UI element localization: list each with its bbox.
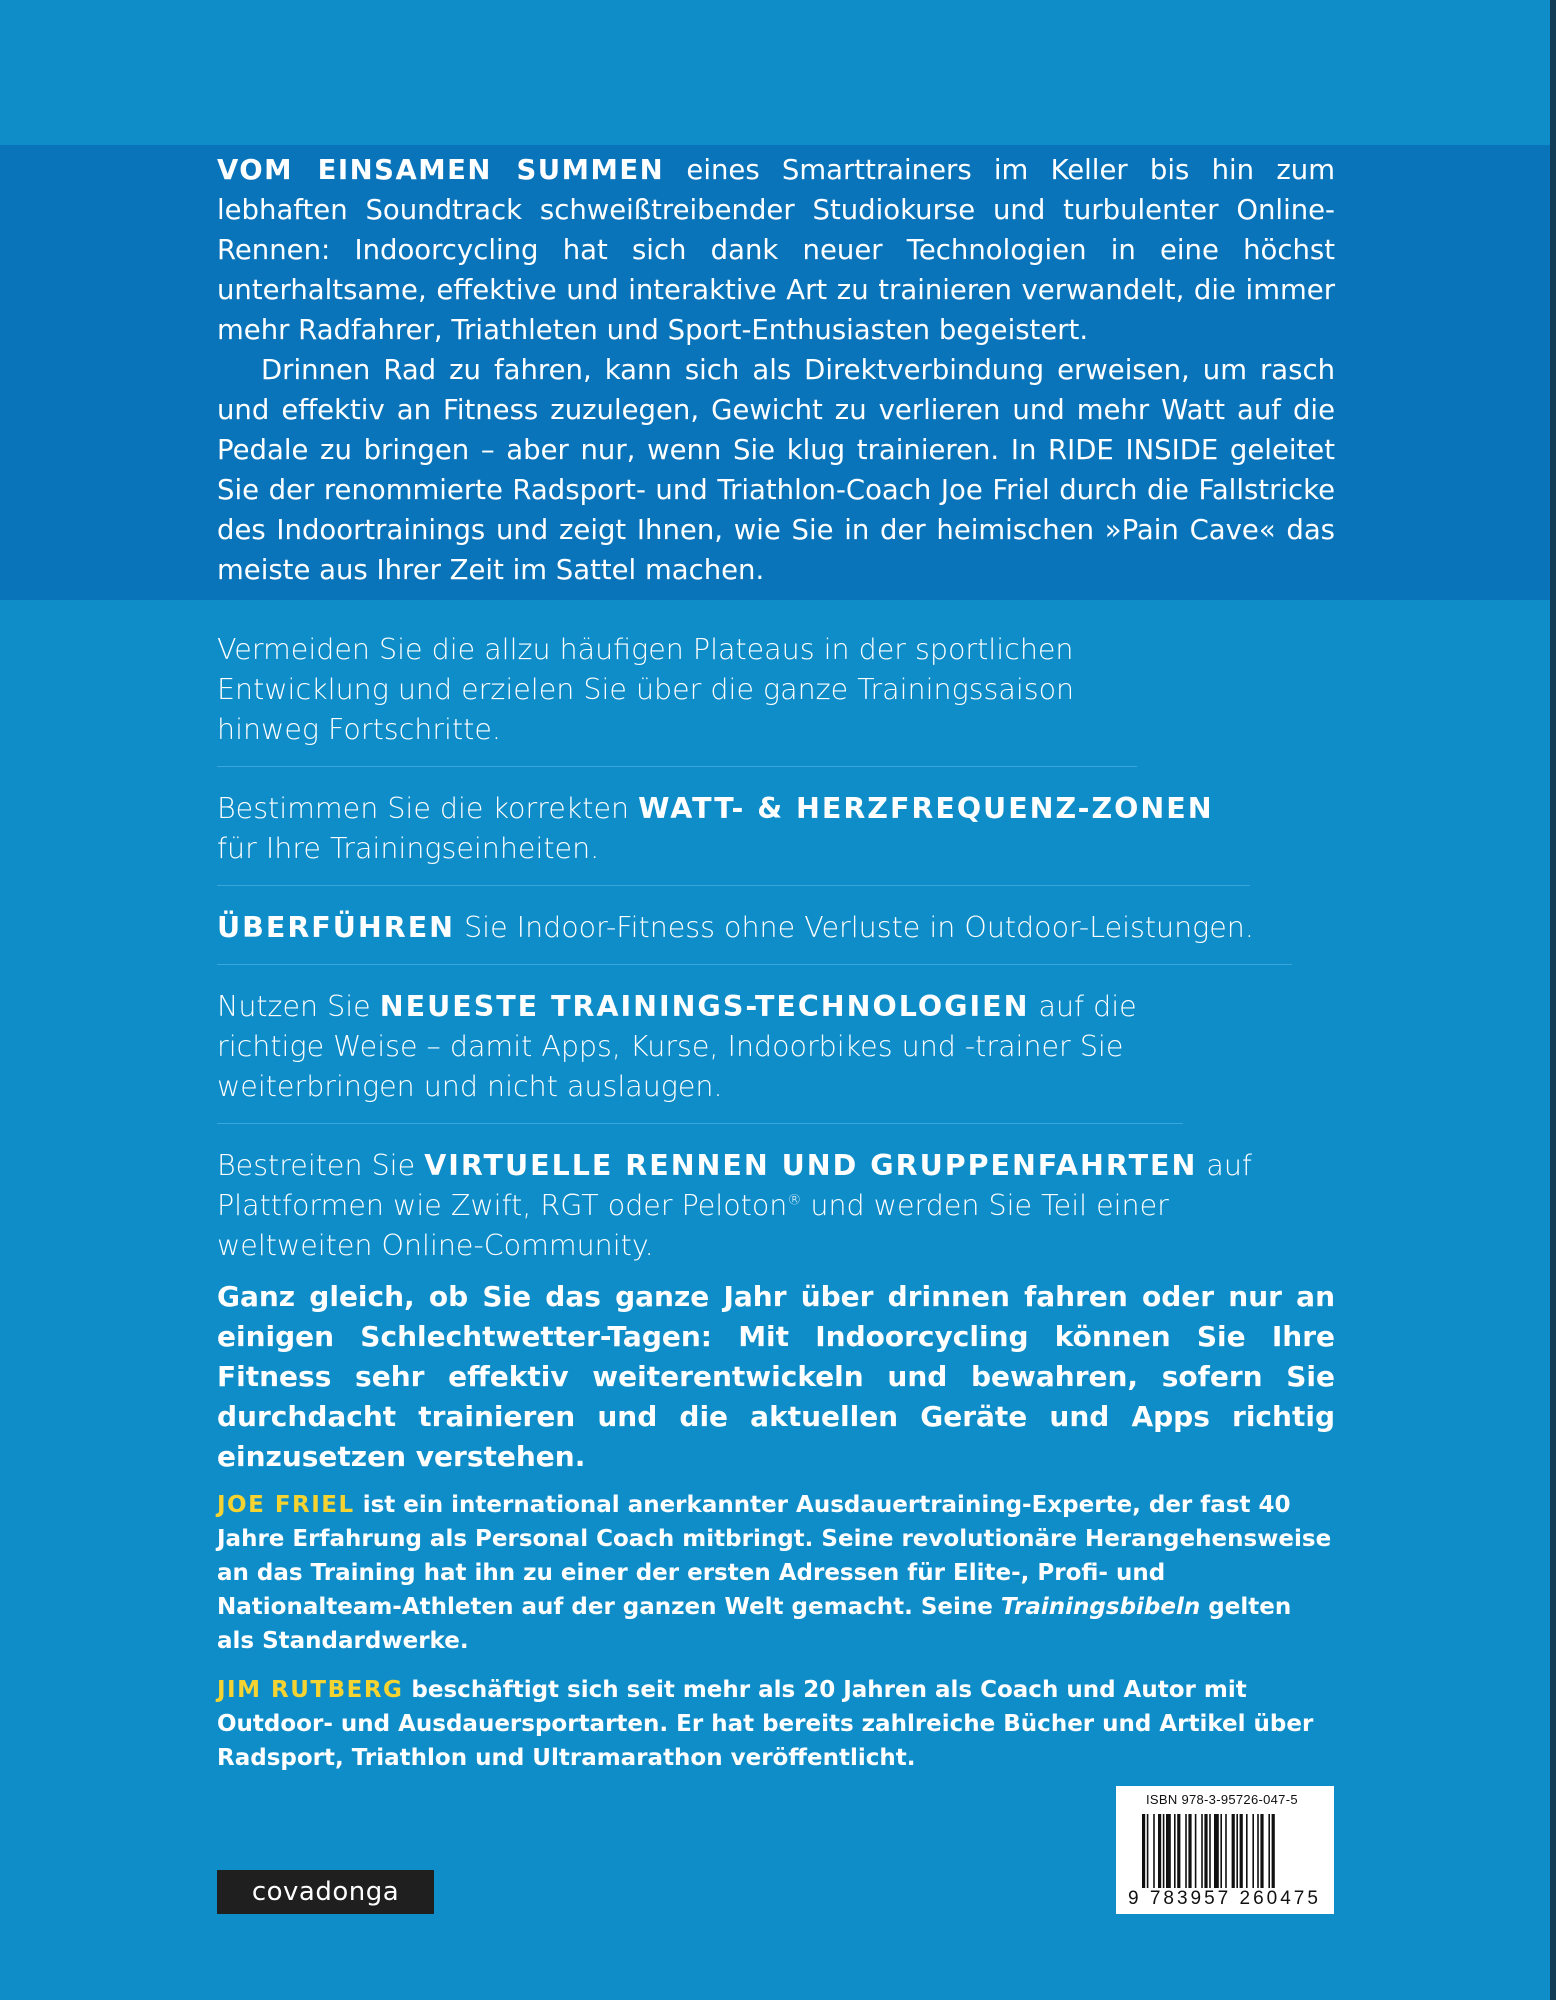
publisher-logo: covadonga: [217, 1870, 434, 1914]
intro-paragraph-2: Drinnen Rad zu fahren, kann sich als Direktverbindung erweisen, um rasch und effektiv an Fitness zuzulegen, Gewicht zu verlieren und mehr Watt auf die Pedale zu bringen – aber nur, wenn Sie klug trainieren. In RIDE INSIDE geleitet Sie der renommierte Radsport- und Triathlon-Coach Joe Friel durch die Fallstricke des Indoortrainings und zeigt Ihnen, wie Sie in der heimischen »Pain Cave« das meiste aus Ihrer Zeit im Sattel machen.: [217, 354, 1335, 586]
feature-text: auf die richtige Weise – damit Apps, Kurse, Indoorbikes und -trainer Sie weiterbringen und nicht auslaugen.: [217, 990, 1137, 1103]
feature-list: [217, 630, 1335, 1304]
isbn-barcode: [1116, 1786, 1334, 1914]
feature-highlight: WATT- & HERZFREQUENZ-ZONEN: [638, 792, 1214, 825]
intro-paragraph-1: [217, 150, 1335, 350]
feature-item-plateaus: [217, 630, 1137, 767]
feature-text: Bestimmen Sie die korrekten: [217, 792, 639, 825]
intro-p1-text: eines Smarttrainers im Keller bis hin zum lebhaften Soundtrack schweißtreibender Studiokurse und turbulenter Online-Rennen: Indoorcycling hat sich dank neuer Technologien in eine höchst unterhaltsame, effektive und interaktive Art zu trainieren verwandelt, die immer mehr Radfahrer, Triathleten und Sport-Enthusiasten begeistert.: [217, 154, 1335, 346]
feature-text: Vermeiden Sie die allzu häufigen Plateaus in der sportlichen Entwicklung und erzielen Sie über die ganze Trainingssaison hinweg Fortschritte.: [217, 633, 1075, 746]
registered-mark: ®: [787, 1192, 802, 1209]
feature-item-transfer: [217, 908, 1292, 965]
feature-item-zones: [217, 789, 1250, 886]
bio-text-end: gelten als Standardwerke.: [217, 1594, 1292, 1654]
spine-edge: [1550, 0, 1556, 2000]
author-name: JIM RUTBERG: [217, 1677, 404, 1703]
feature-text: auf Plattformen wie Zwift, RGT oder Peloton: [217, 1149, 1252, 1222]
feature-item-technology: [217, 987, 1183, 1124]
intro-text: [217, 150, 1335, 590]
ean-number: 9 783957 260475: [1128, 1888, 1321, 1909]
bio-jim-rutberg: [217, 1673, 1335, 1775]
feature-text: Nutzen Sie: [217, 990, 380, 1023]
author-name: JOE FRIEL: [217, 1492, 355, 1518]
closing-paragraph: Ganz gleich, ob Sie das ganze Jahr über drinnen fahren oder nur an einigen Schlechtwetter-Tagen: Mit Indoorcycling können Sie Ihre Fitness sehr effektiv weiterentwickeln und bewahren, sofern Sie durchdacht trainieren und die aktuellen Geräte und Apps richtig einzusetzen verstehen.: [217, 1280, 1335, 1473]
feature-highlight: VIRTUELLE RENNEN UND GRUPPENFAHRTEN: [424, 1149, 1198, 1182]
bio-italic: Trainingsbibeln: [1000, 1594, 1201, 1620]
bio-text: beschäftigt sich seit mehr als 20 Jahren als Coach und Autor mit Outdoor- und Ausdauersportarten. Er hat bereits zahlreiche Bücher und Artikel über Radsport, Triathlon und Ultramarathon veröffentlicht.: [217, 1677, 1314, 1771]
isbn-label: ISBN 978-3-95726-047-5: [1146, 1792, 1298, 1807]
intro-lead: VOM EINSAMEN SUMMEN: [217, 154, 665, 186]
bio-joe-friel: [217, 1488, 1335, 1658]
feature-highlight: ÜBERFÜHREN: [217, 911, 456, 944]
feature-text: für Ihre Trainingseinheiten.: [217, 832, 600, 865]
feature-text: Bestreiten Sie: [217, 1149, 425, 1182]
bio-text: ist ein international anerkannter Ausdauertraining-Experte, der fast 40 Jahre Erfahrung als Personal Coach mitbringt. Seine revolutionäre Herangehensweise an das Training hat ihn zu einer der ersten Adressen für Elite-, Profi- und Nationalteam-Athleten auf der ganzen Welt gemacht. Seine: [217, 1492, 1332, 1620]
feature-text: und werden Sie Teil einer weltweiten Online-Community.: [217, 1189, 1169, 1262]
feature-highlight: NEUESTE TRAININGS-TECHNOLOGIEN: [379, 990, 1030, 1023]
author-bios: [217, 1488, 1335, 1790]
feature-text: Sie Indoor-Fitness ohne Verluste in Outdoor-Leistungen.: [455, 911, 1254, 944]
barcode-bars: [1142, 1814, 1312, 1888]
feature-item-virtual-racing: [217, 1146, 1317, 1282]
